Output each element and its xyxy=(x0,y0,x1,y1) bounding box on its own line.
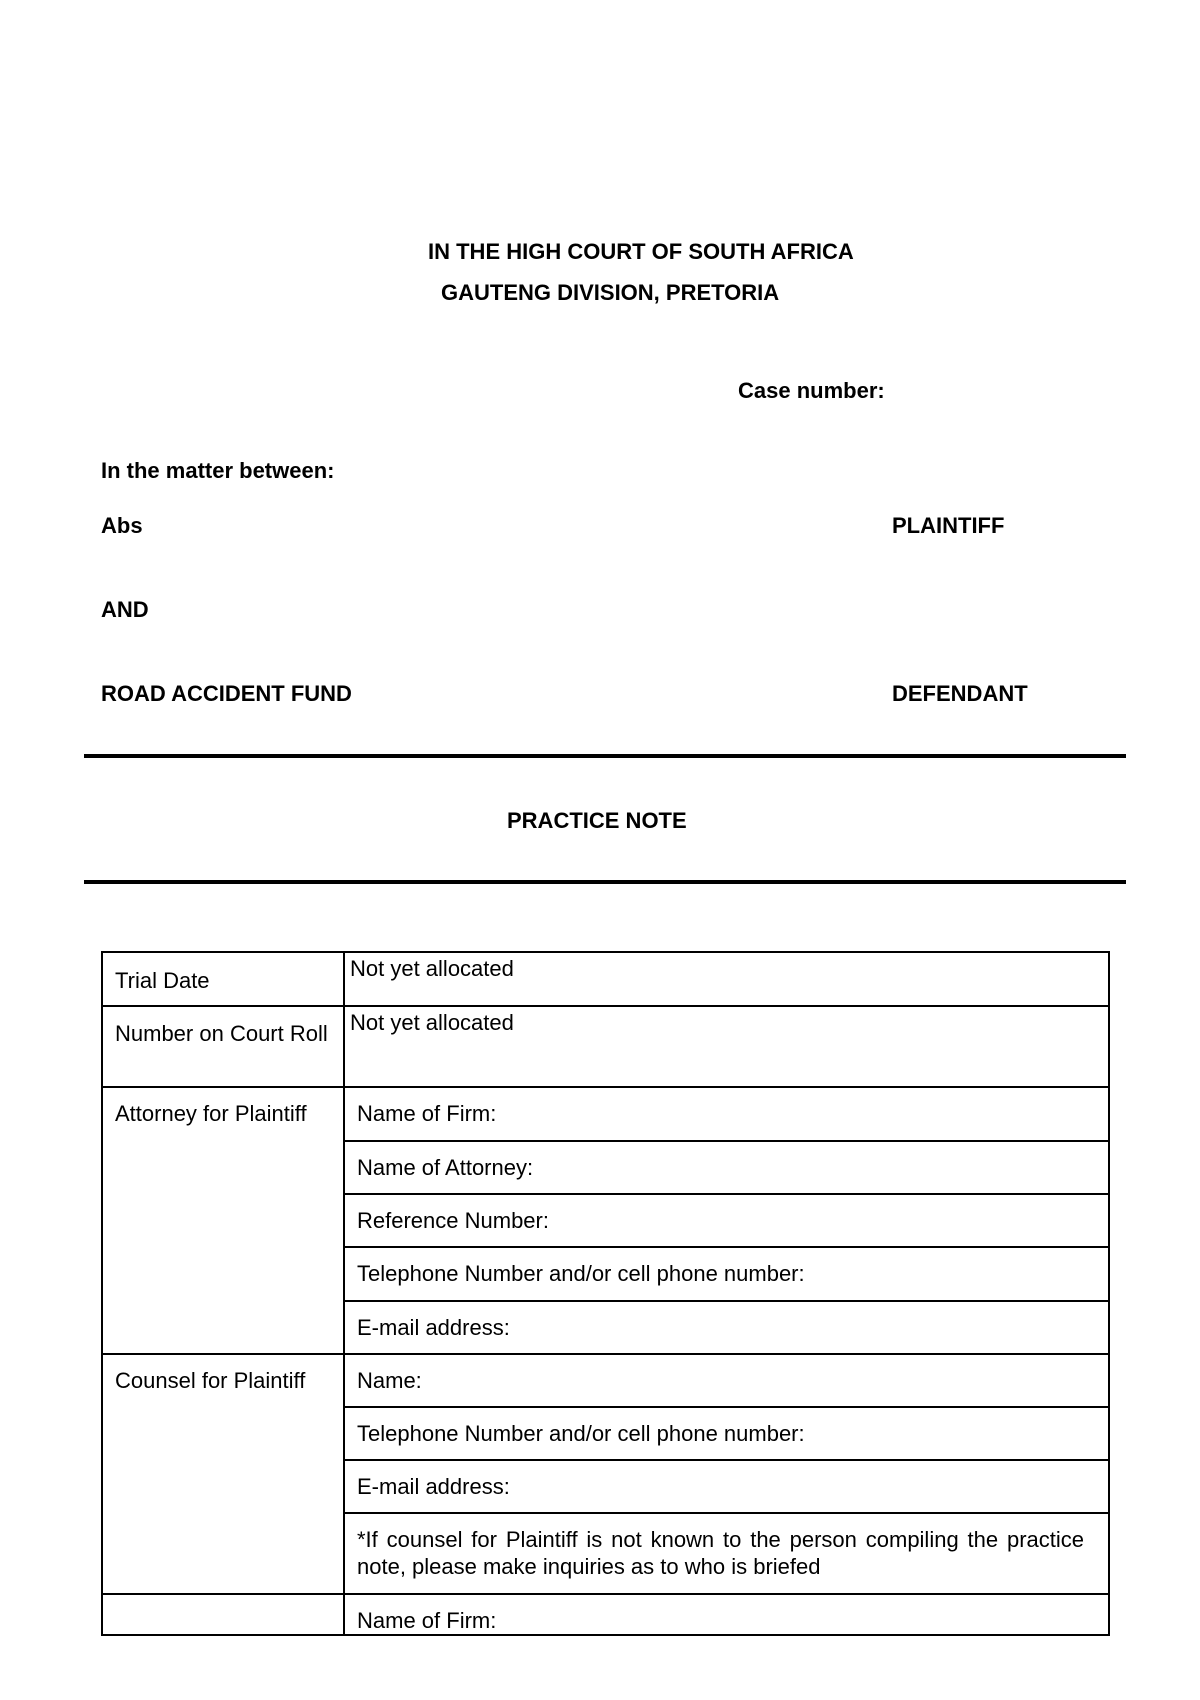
counsel-email-field xyxy=(344,1460,1109,1513)
conjunction-and: AND xyxy=(101,597,149,622)
attorney-label-text: Attorney for Plaintiff xyxy=(115,1101,307,1126)
attorney-email-field xyxy=(344,1301,1109,1354)
counsel-name-text: Name: xyxy=(357,1368,422,1393)
court-name: IN THE HIGH COURT OF SOUTH AFRICA xyxy=(428,239,854,264)
attorney-label xyxy=(102,1087,344,1354)
next-section-label xyxy=(102,1594,344,1635)
court-roll-label xyxy=(102,1006,344,1087)
attorney-phone-field xyxy=(344,1247,1109,1301)
attorney-email-text: E-mail address: xyxy=(357,1315,510,1340)
court-roll-value xyxy=(344,1006,1109,1087)
counsel-email-text: E-mail address: xyxy=(357,1474,510,1499)
attorney-firm-field xyxy=(344,1087,1109,1141)
counsel-phone-text: Telephone Number and/or cell phone number: xyxy=(357,1421,805,1446)
trial-date-label-text: Trial Date xyxy=(115,968,210,993)
counsel-name-field xyxy=(344,1354,1109,1407)
attorney-name-text: Name of Attorney: xyxy=(357,1155,534,1180)
trial-date-value-text: Not yet allocated xyxy=(350,956,514,981)
attorney-firm-text: Name of Firm: xyxy=(357,1101,497,1126)
court-division: GAUTENG DIVISION, PRETORIA xyxy=(441,280,780,305)
practice-note-table xyxy=(101,951,1110,1636)
attorney-reference-text: Reference Number: xyxy=(357,1208,549,1233)
next-firm-field xyxy=(344,1594,1109,1635)
table-row-court-roll xyxy=(102,1006,1109,1087)
attorney-name-field xyxy=(344,1141,1109,1194)
court-roll-value-text: Not yet allocated xyxy=(350,1010,514,1035)
defendant-role: DEFENDANT xyxy=(892,681,1028,706)
table-row-counsel-name xyxy=(102,1354,1109,1407)
court-roll-label-text: Number on Court Roll xyxy=(115,1021,328,1046)
plaintiff-name: Abs xyxy=(101,513,143,538)
practice-note-title: PRACTICE NOTE xyxy=(507,808,687,833)
matter-label: In the matter between: xyxy=(101,458,335,483)
title-top-rule xyxy=(84,754,1126,758)
plaintiff-role: PLAINTIFF xyxy=(892,513,1005,538)
next-firm-text: Name of Firm: xyxy=(357,1608,497,1633)
table-row-attorney-firm xyxy=(102,1087,1109,1141)
counsel-note-text: *If counsel for Plaintiff is not known to the person compiling the practice note, please make inquiries as to who is briefed xyxy=(357,1527,1084,1579)
table-row-trial-date xyxy=(102,952,1109,1006)
title-bottom-rule xyxy=(84,880,1126,884)
counsel-note-field xyxy=(344,1513,1109,1594)
case-number-label: Case number: xyxy=(738,378,885,403)
counsel-label-text: Counsel for Plaintiff xyxy=(115,1368,306,1393)
attorney-reference-field xyxy=(344,1194,1109,1247)
attorney-phone-text: Telephone Number and/or cell phone number: xyxy=(357,1261,805,1286)
trial-date-value xyxy=(344,952,1109,1006)
defendant-name: ROAD ACCIDENT FUND xyxy=(101,681,352,706)
table-row-next-firm xyxy=(102,1594,1109,1635)
counsel-label xyxy=(102,1354,344,1594)
trial-date-label xyxy=(102,952,344,1006)
counsel-phone-field xyxy=(344,1407,1109,1460)
